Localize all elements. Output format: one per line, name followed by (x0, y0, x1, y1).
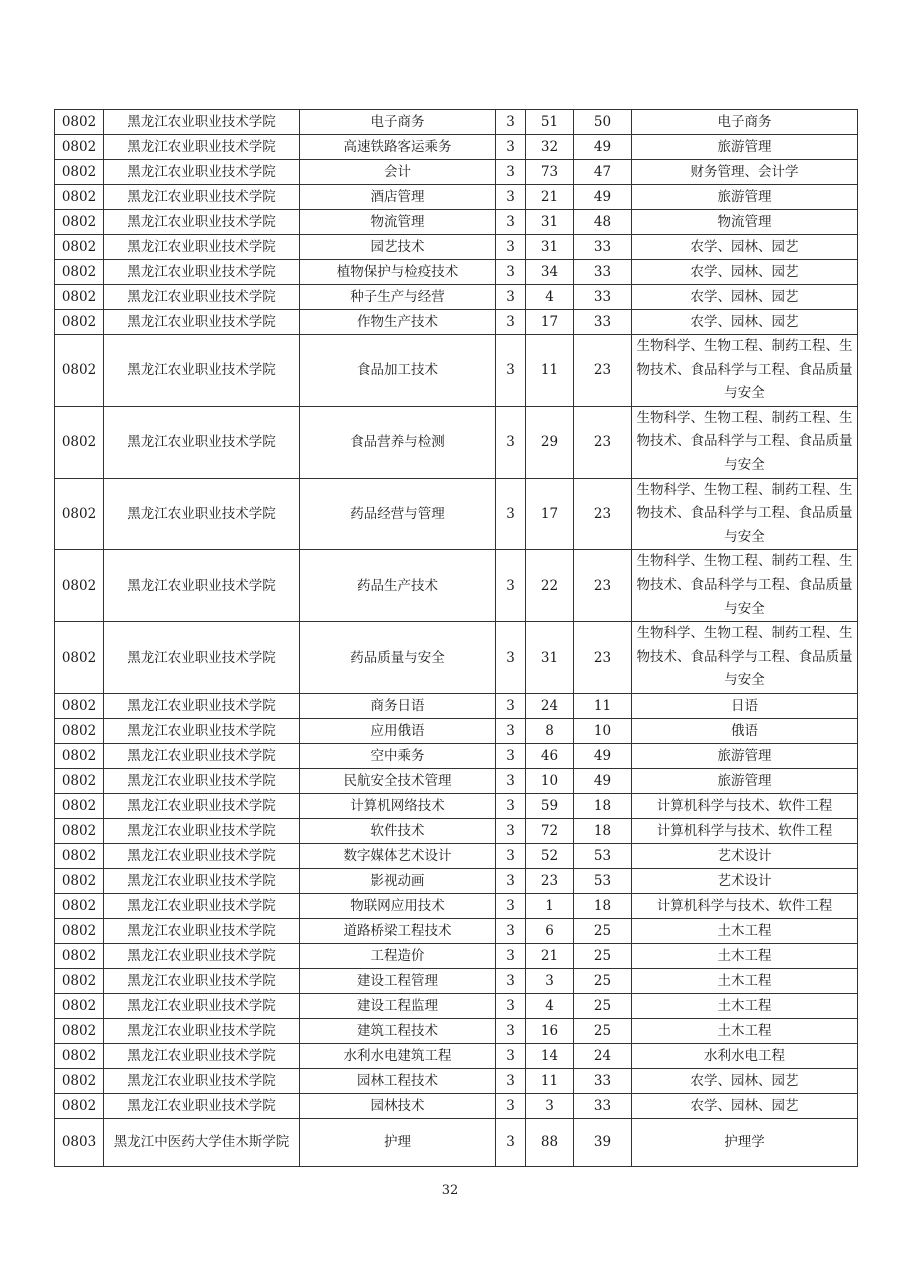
cell-target-major: 日语 (632, 693, 858, 718)
cell-category-code: 23 (574, 478, 632, 550)
cell-category-code: 23 (574, 550, 632, 622)
cell-major-name: 食品营养与检测 (300, 406, 496, 478)
document-table-wrapper (54, 109, 857, 1167)
cell-plan-count: 34 (526, 260, 574, 285)
cell-years: 3 (496, 622, 526, 694)
cell-category-code: 47 (574, 160, 632, 185)
cell-category-code: 23 (574, 406, 632, 478)
cell-school-name: 黑龙江农业职业技术学院 (104, 968, 300, 993)
cell-school-name: 黑龙江农业职业技术学院 (104, 943, 300, 968)
cell-years: 3 (496, 868, 526, 893)
cell-major-name: 水利水电建筑工程 (300, 1043, 496, 1068)
cell-plan-count: 17 (526, 478, 574, 550)
cell-plan-count: 8 (526, 718, 574, 743)
cell-category-code: 24 (574, 1043, 632, 1068)
cell-years: 3 (496, 843, 526, 868)
cell-years: 3 (496, 1118, 526, 1166)
cell-category-code: 49 (574, 768, 632, 793)
cell-institution-code: 0802 (55, 135, 104, 160)
cell-target-major: 土木工程 (632, 993, 858, 1018)
cell-target-major: 计算机科学与技术、软件工程 (632, 793, 858, 818)
cell-major-name: 建设工程管理 (300, 968, 496, 993)
cell-major-name: 会计 (300, 160, 496, 185)
cell-category-code: 25 (574, 968, 632, 993)
cell-target-major: 农学、园林、园艺 (632, 1068, 858, 1093)
cell-institution-code: 0802 (55, 768, 104, 793)
cell-plan-count: 6 (526, 918, 574, 943)
cell-institution-code: 0802 (55, 993, 104, 1018)
cell-school-name: 黑龙江农业职业技术学院 (104, 843, 300, 868)
cell-target-major: 旅游管理 (632, 743, 858, 768)
cell-school-name: 黑龙江农业职业技术学院 (104, 235, 300, 260)
cell-school-name: 黑龙江农业职业技术学院 (104, 110, 300, 135)
cell-major-name: 民航安全技术管理 (300, 768, 496, 793)
table-body (55, 110, 858, 1167)
table-row (55, 1043, 858, 1068)
cell-institution-code: 0802 (55, 968, 104, 993)
cell-school-name: 黑龙江农业职业技术学院 (104, 622, 300, 694)
cell-school-name: 黑龙江农业职业技术学院 (104, 550, 300, 622)
cell-plan-count: 29 (526, 406, 574, 478)
table-row (55, 335, 858, 407)
cell-school-name: 黑龙江农业职业技术学院 (104, 1018, 300, 1043)
cell-target-major: 水利水电工程 (632, 1043, 858, 1068)
cell-major-name: 园林技术 (300, 1093, 496, 1118)
cell-plan-count: 51 (526, 110, 574, 135)
cell-years: 3 (496, 160, 526, 185)
cell-major-name: 软件技术 (300, 818, 496, 843)
cell-target-major: 生物科学、生物工程、制药工程、生物技术、食品科学与工程、食品质量与安全 (632, 406, 858, 478)
cell-institution-code: 0802 (55, 478, 104, 550)
cell-plan-count: 31 (526, 235, 574, 260)
cell-target-major: 计算机科学与技术、软件工程 (632, 818, 858, 843)
cell-category-code: 50 (574, 110, 632, 135)
cell-school-name: 黑龙江农业职业技术学院 (104, 310, 300, 335)
cell-category-code: 25 (574, 993, 632, 1018)
cell-category-code: 49 (574, 185, 632, 210)
table-row (55, 968, 858, 993)
cell-institution-code: 0802 (55, 550, 104, 622)
table-row (55, 693, 858, 718)
cell-school-name: 黑龙江农业职业技术学院 (104, 185, 300, 210)
cell-school-name: 黑龙江农业职业技术学院 (104, 918, 300, 943)
cell-years: 3 (496, 968, 526, 993)
cell-target-major: 土木工程 (632, 1018, 858, 1043)
cell-target-major: 生物科学、生物工程、制药工程、生物技术、食品科学与工程、食品质量与安全 (632, 478, 858, 550)
cell-major-name: 物联网应用技术 (300, 893, 496, 918)
cell-plan-count: 59 (526, 793, 574, 818)
cell-target-major: 财务管理、会计学 (632, 160, 858, 185)
cell-target-major: 土木工程 (632, 918, 858, 943)
cell-plan-count: 3 (526, 968, 574, 993)
cell-category-code: 25 (574, 1018, 632, 1043)
cell-school-name: 黑龙江农业职业技术学院 (104, 260, 300, 285)
table-row (55, 235, 858, 260)
cell-years: 3 (496, 993, 526, 1018)
cell-category-code: 53 (574, 843, 632, 868)
cell-category-code: 33 (574, 260, 632, 285)
cell-institution-code: 0802 (55, 1018, 104, 1043)
cell-school-name: 黑龙江农业职业技术学院 (104, 285, 300, 310)
cell-target-major: 计算机科学与技术、软件工程 (632, 893, 858, 918)
cell-category-code: 33 (574, 285, 632, 310)
table-row (55, 718, 858, 743)
table-row (55, 135, 858, 160)
cell-target-major: 旅游管理 (632, 185, 858, 210)
cell-institution-code: 0802 (55, 893, 104, 918)
cell-institution-code: 0802 (55, 622, 104, 694)
table-row (55, 943, 858, 968)
cell-years: 3 (496, 1043, 526, 1068)
cell-years: 3 (496, 818, 526, 843)
cell-school-name: 黑龙江农业职业技术学院 (104, 160, 300, 185)
cell-school-name: 黑龙江中医药大学佳木斯学院 (104, 1118, 300, 1166)
table-row (55, 1093, 858, 1118)
cell-institution-code: 0802 (55, 843, 104, 868)
cell-category-code: 33 (574, 310, 632, 335)
cell-target-major: 旅游管理 (632, 768, 858, 793)
cell-target-major: 土木工程 (632, 968, 858, 993)
cell-target-major: 农学、园林、园艺 (632, 1093, 858, 1118)
cell-years: 3 (496, 550, 526, 622)
table-row (55, 768, 858, 793)
cell-plan-count: 52 (526, 843, 574, 868)
cell-category-code: 11 (574, 693, 632, 718)
table-row (55, 843, 858, 868)
table-row (55, 793, 858, 818)
cell-school-name: 黑龙江农业职业技术学院 (104, 335, 300, 407)
cell-major-name: 商务日语 (300, 693, 496, 718)
cell-category-code: 25 (574, 943, 632, 968)
table-row (55, 478, 858, 550)
cell-major-name: 建设工程监理 (300, 993, 496, 1018)
cell-major-name: 植物保护与检疫技术 (300, 260, 496, 285)
cell-plan-count: 32 (526, 135, 574, 160)
cell-school-name: 黑龙江农业职业技术学院 (104, 793, 300, 818)
cell-institution-code: 0802 (55, 110, 104, 135)
cell-plan-count: 31 (526, 622, 574, 694)
cell-years: 3 (496, 110, 526, 135)
cell-institution-code: 0802 (55, 1093, 104, 1118)
cell-category-code: 10 (574, 718, 632, 743)
table-row (55, 285, 858, 310)
cell-target-major: 农学、园林、园艺 (632, 235, 858, 260)
cell-plan-count: 72 (526, 818, 574, 843)
cell-category-code: 39 (574, 1118, 632, 1166)
cell-plan-count: 11 (526, 1068, 574, 1093)
cell-category-code: 49 (574, 135, 632, 160)
cell-school-name: 黑龙江农业职业技术学院 (104, 768, 300, 793)
cell-years: 3 (496, 1093, 526, 1118)
cell-school-name: 黑龙江农业职业技术学院 (104, 478, 300, 550)
cell-category-code: 49 (574, 743, 632, 768)
table-row (55, 160, 858, 185)
cell-institution-code: 0802 (55, 310, 104, 335)
cell-years: 3 (496, 478, 526, 550)
cell-institution-code: 0802 (55, 868, 104, 893)
cell-years: 3 (496, 793, 526, 818)
cell-institution-code: 0802 (55, 406, 104, 478)
cell-major-name: 空中乘务 (300, 743, 496, 768)
cell-institution-code: 0802 (55, 210, 104, 235)
cell-institution-code: 0802 (55, 185, 104, 210)
cell-institution-code: 0802 (55, 1043, 104, 1068)
cell-major-name: 酒店管理 (300, 185, 496, 210)
cell-major-name: 食品加工技术 (300, 335, 496, 407)
cell-plan-count: 31 (526, 210, 574, 235)
cell-major-name: 高速铁路客运乘务 (300, 135, 496, 160)
cell-target-major: 土木工程 (632, 943, 858, 968)
cell-major-name: 工程造价 (300, 943, 496, 968)
cell-major-name: 护理 (300, 1118, 496, 1166)
cell-plan-count: 46 (526, 743, 574, 768)
cell-institution-code: 0802 (55, 693, 104, 718)
table-row (55, 210, 858, 235)
cell-category-code: 33 (574, 1068, 632, 1093)
cell-school-name: 黑龙江农业职业技术学院 (104, 1043, 300, 1068)
cell-institution-code: 0802 (55, 793, 104, 818)
cell-plan-count: 11 (526, 335, 574, 407)
table-row (55, 550, 858, 622)
cell-major-name: 电子商务 (300, 110, 496, 135)
cell-category-code: 25 (574, 918, 632, 943)
cell-institution-code: 0802 (55, 918, 104, 943)
cell-category-code: 33 (574, 1093, 632, 1118)
cell-target-major: 生物科学、生物工程、制药工程、生物技术、食品科学与工程、食品质量与安全 (632, 550, 858, 622)
cell-major-name: 作物生产技术 (300, 310, 496, 335)
cell-target-major: 生物科学、生物工程、制药工程、生物技术、食品科学与工程、食品质量与安全 (632, 335, 858, 407)
cell-school-name: 黑龙江农业职业技术学院 (104, 993, 300, 1018)
cell-years: 3 (496, 893, 526, 918)
cell-major-name: 园艺技术 (300, 235, 496, 260)
cell-major-name: 药品质量与安全 (300, 622, 496, 694)
cell-category-code: 18 (574, 818, 632, 843)
cell-school-name: 黑龙江农业职业技术学院 (104, 1093, 300, 1118)
table-row (55, 1118, 858, 1166)
cell-school-name: 黑龙江农业职业技术学院 (104, 135, 300, 160)
cell-years: 3 (496, 260, 526, 285)
cell-school-name: 黑龙江农业职业技术学院 (104, 893, 300, 918)
table-row (55, 918, 858, 943)
cell-plan-count: 3 (526, 1093, 574, 1118)
cell-major-name: 园林工程技术 (300, 1068, 496, 1093)
cell-years: 3 (496, 918, 526, 943)
cell-years: 3 (496, 406, 526, 478)
cell-target-major: 艺术设计 (632, 868, 858, 893)
cell-institution-code: 0802 (55, 718, 104, 743)
cell-institution-code: 0802 (55, 818, 104, 843)
cell-years: 3 (496, 285, 526, 310)
cell-target-major: 物流管理 (632, 210, 858, 235)
cell-years: 3 (496, 743, 526, 768)
table-row (55, 893, 858, 918)
cell-school-name: 黑龙江农业职业技术学院 (104, 210, 300, 235)
cell-plan-count: 1 (526, 893, 574, 918)
cell-years: 3 (496, 768, 526, 793)
cell-institution-code: 0803 (55, 1118, 104, 1166)
cell-target-major: 艺术设计 (632, 843, 858, 868)
cell-target-major: 俄语 (632, 718, 858, 743)
cell-category-code: 18 (574, 893, 632, 918)
table-row (55, 406, 858, 478)
cell-plan-count: 10 (526, 768, 574, 793)
cell-target-major: 电子商务 (632, 110, 858, 135)
table-row (55, 310, 858, 335)
table-row (55, 993, 858, 1018)
cell-target-major: 旅游管理 (632, 135, 858, 160)
cell-institution-code: 0802 (55, 260, 104, 285)
cell-category-code: 33 (574, 235, 632, 260)
cell-years: 3 (496, 335, 526, 407)
cell-years: 3 (496, 310, 526, 335)
cell-plan-count: 21 (526, 185, 574, 210)
enrollment-table (54, 109, 858, 1167)
cell-plan-count: 16 (526, 1018, 574, 1043)
cell-plan-count: 4 (526, 993, 574, 1018)
cell-major-name: 物流管理 (300, 210, 496, 235)
cell-school-name: 黑龙江农业职业技术学院 (104, 868, 300, 893)
cell-years: 3 (496, 1068, 526, 1093)
cell-institution-code: 0802 (55, 335, 104, 407)
cell-category-code: 18 (574, 793, 632, 818)
cell-major-name: 应用俄语 (300, 718, 496, 743)
cell-school-name: 黑龙江农业职业技术学院 (104, 718, 300, 743)
cell-target-major: 护理学 (632, 1118, 858, 1166)
cell-institution-code: 0802 (55, 235, 104, 260)
cell-plan-count: 4 (526, 285, 574, 310)
cell-major-name: 药品生产技术 (300, 550, 496, 622)
cell-school-name: 黑龙江农业职业技术学院 (104, 1068, 300, 1093)
table-row (55, 868, 858, 893)
cell-category-code: 48 (574, 210, 632, 235)
cell-major-name: 建筑工程技术 (300, 1018, 496, 1043)
cell-major-name: 药品经营与管理 (300, 478, 496, 550)
table-row (55, 110, 858, 135)
cell-plan-count: 22 (526, 550, 574, 622)
cell-target-major: 农学、园林、园艺 (632, 260, 858, 285)
cell-school-name: 黑龙江农业职业技术学院 (104, 406, 300, 478)
cell-category-code: 23 (574, 335, 632, 407)
table-row (55, 185, 858, 210)
cell-major-name: 计算机网络技术 (300, 793, 496, 818)
cell-major-name: 道路桥梁工程技术 (300, 918, 496, 943)
cell-institution-code: 0802 (55, 743, 104, 768)
cell-institution-code: 0802 (55, 943, 104, 968)
cell-institution-code: 0802 (55, 1068, 104, 1093)
cell-target-major: 生物科学、生物工程、制药工程、生物技术、食品科学与工程、食品质量与安全 (632, 622, 858, 694)
cell-years: 3 (496, 718, 526, 743)
cell-plan-count: 17 (526, 310, 574, 335)
cell-school-name: 黑龙江农业职业技术学院 (104, 743, 300, 768)
table-row (55, 818, 858, 843)
table-row (55, 622, 858, 694)
cell-years: 3 (496, 185, 526, 210)
cell-years: 3 (496, 1018, 526, 1043)
cell-plan-count: 73 (526, 160, 574, 185)
cell-years: 3 (496, 235, 526, 260)
cell-target-major: 农学、园林、园艺 (632, 285, 858, 310)
cell-major-name: 数字媒体艺术设计 (300, 843, 496, 868)
cell-years: 3 (496, 943, 526, 968)
cell-plan-count: 23 (526, 868, 574, 893)
cell-years: 3 (496, 135, 526, 160)
cell-major-name: 影视动画 (300, 868, 496, 893)
cell-major-name: 种子生产与经营 (300, 285, 496, 310)
cell-years: 3 (496, 210, 526, 235)
cell-category-code: 53 (574, 868, 632, 893)
cell-plan-count: 21 (526, 943, 574, 968)
cell-category-code: 23 (574, 622, 632, 694)
page-number: 32 (441, 1183, 459, 1198)
cell-school-name: 黑龙江农业职业技术学院 (104, 818, 300, 843)
cell-target-major: 农学、园林、园艺 (632, 310, 858, 335)
cell-institution-code: 0802 (55, 160, 104, 185)
cell-years: 3 (496, 693, 526, 718)
table-row (55, 1068, 858, 1093)
cell-plan-count: 24 (526, 693, 574, 718)
table-row (55, 1018, 858, 1043)
cell-institution-code: 0802 (55, 285, 104, 310)
table-row (55, 260, 858, 285)
table-row (55, 743, 858, 768)
cell-plan-count: 14 (526, 1043, 574, 1068)
cell-school-name: 黑龙江农业职业技术学院 (104, 693, 300, 718)
cell-plan-count: 88 (526, 1118, 574, 1166)
